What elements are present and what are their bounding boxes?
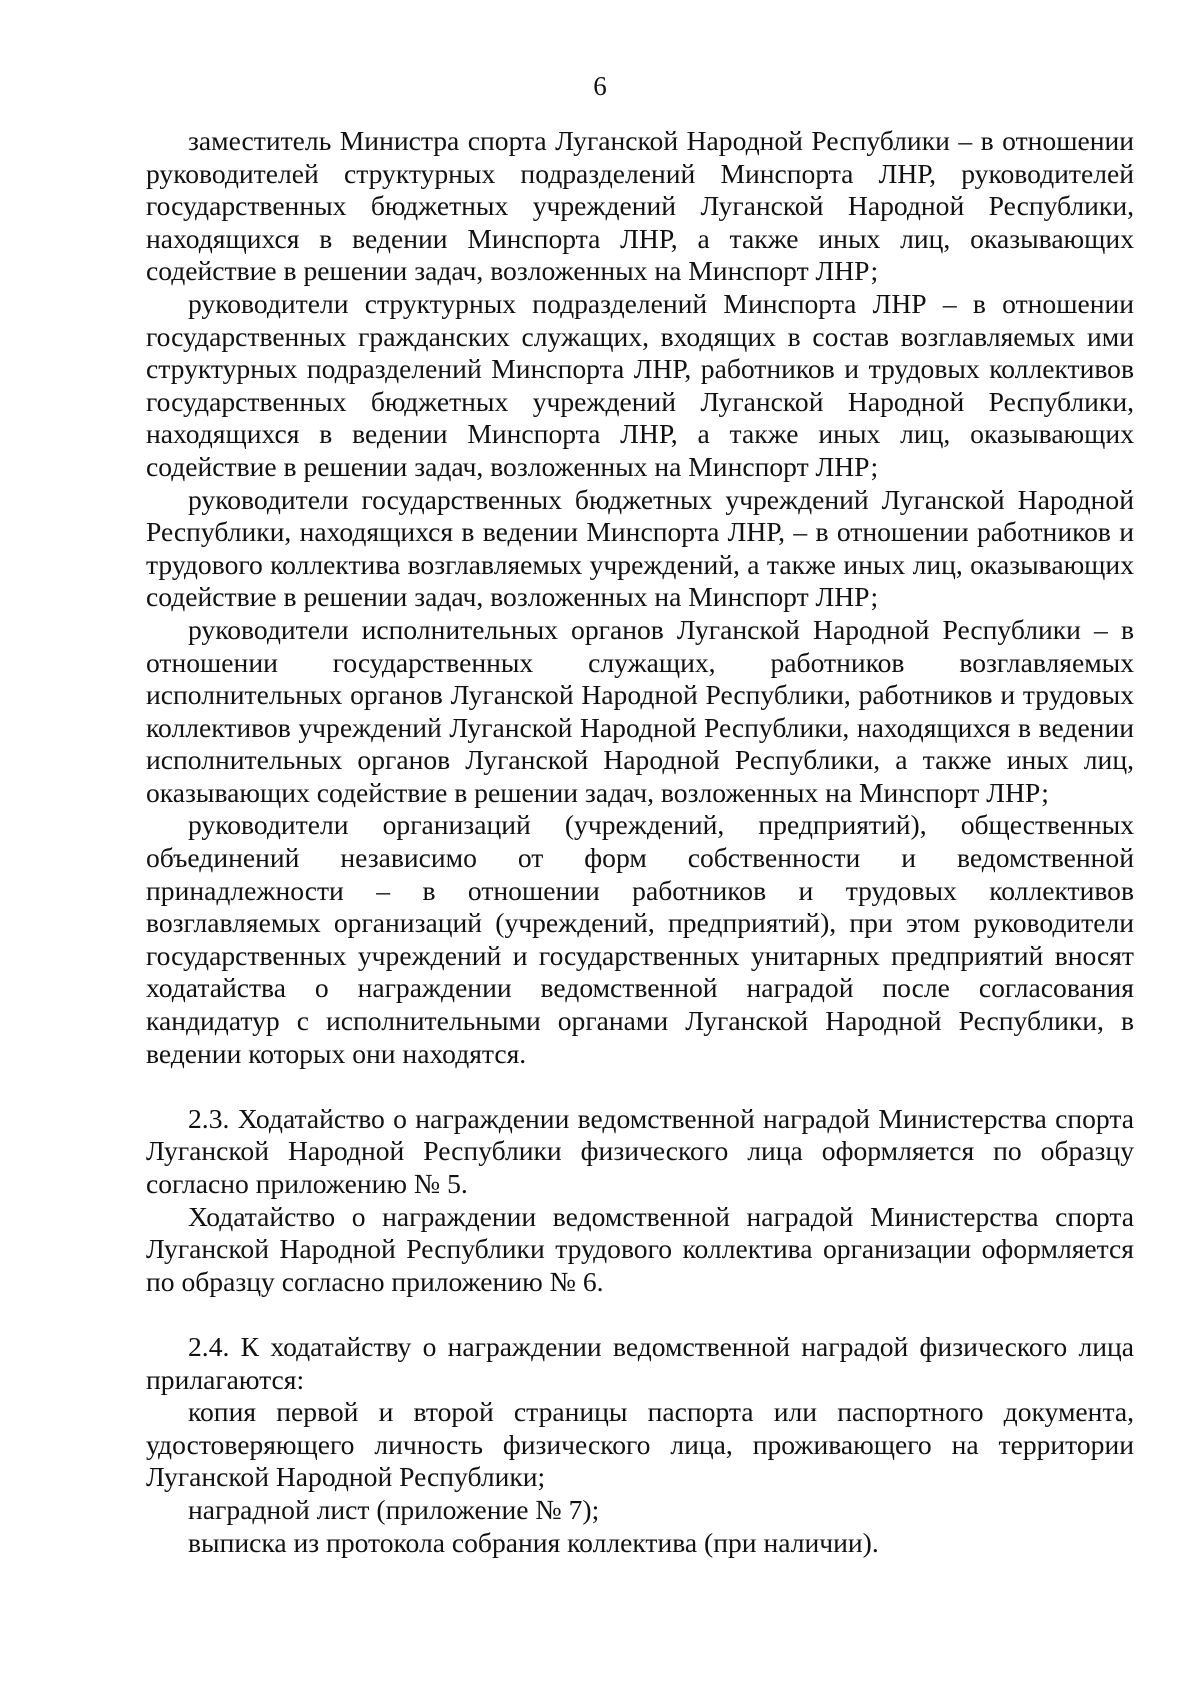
list-item-award-sheet: наградной лист (приложение № 7); <box>188 1493 600 1525</box>
paragraph-department-heads: руководители структурных подразделений Минспорта ЛНР – в отношении государственных гражданских служащих, входящих в состав возглавляемых ими структурных подразделений Минспорта ЛНР, работников и трудовых коллективов государственных бюджетных учреждений Луганской Народной Республики, находящихся в ведении Минспорта ЛНР, а также иных лиц, оказывающих содействие в решении задач, возложенных на Минспорт ЛНР; <box>146 287 1134 482</box>
list-item-passport-copy: копия первой и второй страницы паспорта или паспортного документа, удостоверяющего личность физического лица, проживающего на территории Луганской Народной Республики; <box>146 1396 1134 1493</box>
paragraph-section-2-3: 2.3. Ходатайство о награждении ведомственной наградой Министерства спорта Луганской Народной Республики физического лица оформляется по образцу согласно приложению № 5. <box>146 1102 1134 1199</box>
paragraph-organization-heads: руководители организаций (учреждений, предприятий), общественных объединений независимо от форм собственности и ведомственной принадлежности – в отношении работников и трудовых коллективов возглавляемых организаций (учреждений, предприятий), при этом руководители государственных учреждений и государственных унитарных предприятий вносят ходатайства о награждении ведомственной наградой после согласования кандидатур с исполнительными органами Луганской Народной Республики, в ведении которых они находятся. <box>146 809 1134 1069</box>
paragraph-collective-petition: Ходатайство о награждении ведомственной наградой Министерства спорта Луганской Народной Республики трудового коллектива организации оформляется по образцу согласно приложению № 6. <box>146 1200 1134 1297</box>
document-body <box>146 125 1134 1559</box>
paragraph-deputy-minister: заместитель Министра спорта Луганской Народной Республики – в отношении руководителей структурных подразделений Минспорта ЛНР, руководителей государственных бюджетных учреждений Луганской Народной Республики, находящихся в ведении Минспорта ЛНР, а также иных лиц, оказывающих содействие в решении задач, возложенных на Минспорт ЛНР; <box>146 125 1134 287</box>
paragraph-section-2-4: 2.4. К ходатайству о награждении ведомственной наградой физического лица прилагаются: <box>146 1330 1134 1395</box>
paragraph-executive-body-heads: руководители исполнительных органов Луганской Народной Республики – в отношении государственных служащих, работников возглавляемых исполнительных органов Луганской Народной Республики, работников и трудовых коллективов учреждений Луганской Народной Республики, находящихся в ведении исполнительных органов Луганской Народной Республики, а также иных лиц, оказывающих содействие в решении задач, возложенных на Минспорт ЛНР; <box>146 613 1134 808</box>
paragraph-budget-institution-heads: руководители государственных бюджетных учреждений Луганской Народной Республики, находящихся в ведении Минспорта ЛНР, – в отношении работников и трудового коллектива возглавляемых учреждений, а также иных лиц, оказывающих содействие в решении задач, возложенных на Минспорт ЛНР; <box>146 483 1134 613</box>
page-number: 6 <box>593 71 607 101</box>
list-item-meeting-extract: выписка из протокола собрания коллектива (при наличии). <box>188 1526 879 1558</box>
